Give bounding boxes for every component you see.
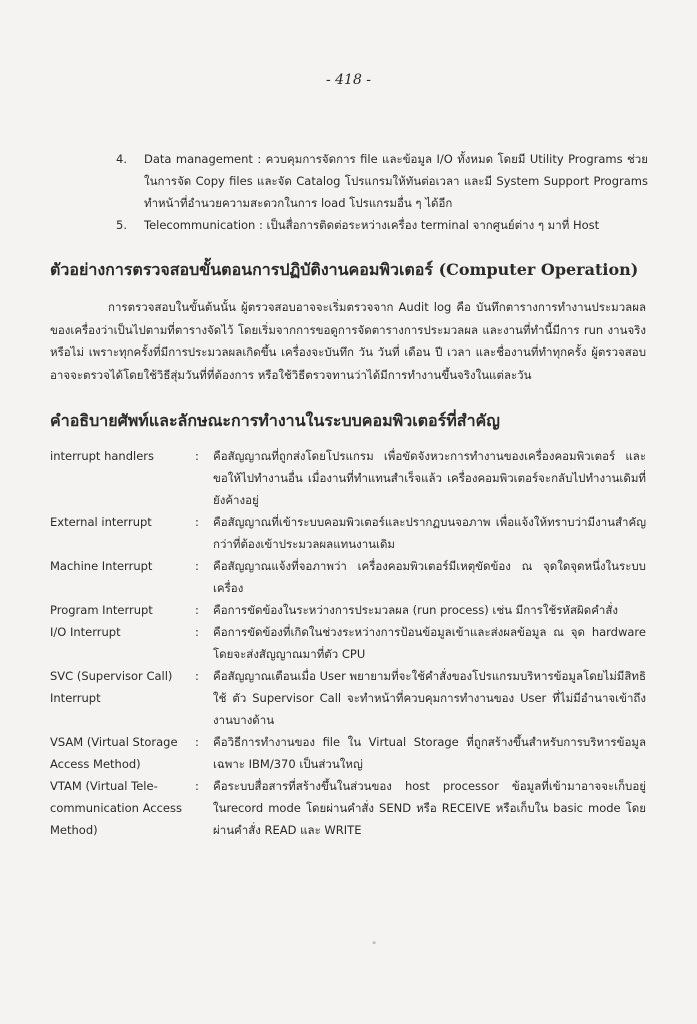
glossary-entry [50,621,646,665]
glossary-term: interrupt handlers [50,449,154,463]
section-heading-computer-operation: ตัวอย่างการตรวจสอบขั้นตอนการปฏิบัติงานคอมพิวเตอร์ (Computer Operation) [50,260,639,279]
glossary-term: VTAM (Virtual Tele- communication Access Method) [50,779,182,837]
glossary-description: คือการขัดข้องที่เกิดในช่วงระหว่างการป้อนข้อมูลเข้าและส่งผลข้อมูล ณ จุด hardware โดยจะส่งสัญญาณมาที่ตัว CPU [213,625,646,661]
glossary-colon: : [195,669,199,683]
glossary-colon: : [195,603,199,617]
glossary-entry [50,775,646,841]
glossary-colon: : [195,625,199,639]
glossary-description: คือวิธีการทำงานของ file ใน Virtual Storage ที่ถูกสร้างขึ้นสำหรับการบริหารข้อมูลเฉพาะ IBM/370 เป็นส่วนใหญ่ [213,735,646,771]
page-number: - 418 - [325,72,372,88]
glossary-term: External interrupt [50,515,152,529]
glossary-colon: : [195,449,199,463]
list-item [116,214,648,236]
list-item-number: 4. [116,152,127,166]
list-item [116,148,648,214]
glossary-description: คือสัญญาณแจ้งที่จอภาพว่า เครื่องคอมพิวเตอร์มีเหตุขัดข้อง ณ จุดใดจุดหนึ่งในระบบเครื่อง [213,559,646,595]
glossary-entry [50,445,646,511]
glossary-description: คือสัญญาณที่เข้าระบบคอมพิวเตอร์และปรากฏบนจอภาพ เพื่อแจ้งให้ทราบว่ามีงานสำคัญกว่าที่ต้องเข้าประมวลผลแทนงานเดิม [213,515,646,551]
glossary-term: SVC (Supervisor Call) Interrupt [50,669,173,705]
glossary-term: Program Interrupt [50,603,153,617]
glossary-list [50,445,646,841]
glossary-description: คือสัญญาณที่ถูกส่งโดยโปรแกรม เพื่อขัดจังหวะการทำงานของเครื่องคอมพิวเตอร์ และขอให้ไปทำงานอื่น เมื่องานที่ทำแทนสำเร็จแล้ว เครื่องคอมพิวเตอร์จะกลับไปทำงานเดิมที่ยังค้างอยู่ [213,449,646,507]
footer-mark: " [372,941,377,951]
section-heading-glossary: คำอธิบายศัพท์และลักษณะการทำงานในระบบคอมพิวเตอร์ที่สำคัญ [50,411,500,430]
glossary-term: I/O Interrupt [50,625,121,639]
section-paragraph: การตรวจสอบในขั้นต้นนั้น ผู้ตรวจสอบอาจจะเริ่มตรวจจาก Audit log คือ บันทึกตารางการทำงานประมวลผลของเครื่องว่าเป็นไปตามที่ตารางจัดไว้ โดยเริ่มจากการขอดูการจัดตารางการประมวลผล และงานที่ทำนี้มีการ run งานจริงหรือไม่ เพราะทุกครั้งที่มีการประมวลผลเกิดขึ้น เครื่องจะบันทึก วัน วันที่ เดือน ปี เวลา และชื่องานที่ทำทุกครั้ง ผู้ตรวจสอบอาจจะตรวจได้โดยใช้วิธีสุ่มวันที่ที่ต้องการ หรือใช้วิธีตรวจทานว่าได้มีการทำงานขึ้นจริงในแต่ละวัน [50,300,646,382]
glossary-description: คือการขัดข้องในระหว่างการประมวลผล (run process) เช่น มีการใช้รหัสผิดคำสั่ง [213,603,619,617]
glossary-entry [50,511,646,555]
glossary-colon: : [195,559,199,573]
glossary-entry [50,731,646,775]
list-item-number: 5. [116,218,127,232]
glossary-description: คือสัญญาณเตือนเมื่อ User พยายามที่จะใช้คำสั่งของโปรแกรมบริหารข้อมูลโดยไม่มีสิทธิใช้ ตัว Supervisor Call จะทำหน้าที่ควบคุมการทำงานของ User ที่ไม่มีอำนาจเข้าถึงงานบางด้าน [213,669,646,727]
glossary-colon: : [195,735,199,749]
numbered-list [116,148,648,236]
glossary-colon: : [195,779,199,793]
glossary-entry [50,599,646,621]
list-item-text: Telecommunication : เป็นสื่อการติดต่อระหว่างเครื่อง terminal จากศูนย์ต่าง ๆ มาที่ Host [144,218,600,232]
glossary-entry [50,665,646,731]
glossary-entry [50,555,646,599]
glossary-colon: : [195,515,199,529]
glossary-term: Machine Interrupt [50,559,153,573]
list-item-text: Data management : ควบคุมการจัดการ file และข้อมูล I/O ทั้งหมด โดยมี Utility Programs ช่วยในการจัด Copy files และจัด Catalog โปรแกรมให้ทันต่อเวลา และมี System Support Programs ทำหน้าที่อำนวยความสะดวกในการ load โปรแกรมอื่น ๆ ได้อีก [144,152,648,210]
glossary-term: VSAM (Virtual Storage Access Method) [50,735,178,771]
glossary-description: คือระบบสื่อสารที่สร้างขึ้นในส่วนของ host processor ข้อมูลที่เข้ามาอาจจะเก็บอยู่ในrecord mode โดยผ่านคำสั่ง SEND หรือ RECEIVE หรือเก็บใน basic mode โดยผ่านคำสั่ง READ และ WRITE [213,779,646,837]
